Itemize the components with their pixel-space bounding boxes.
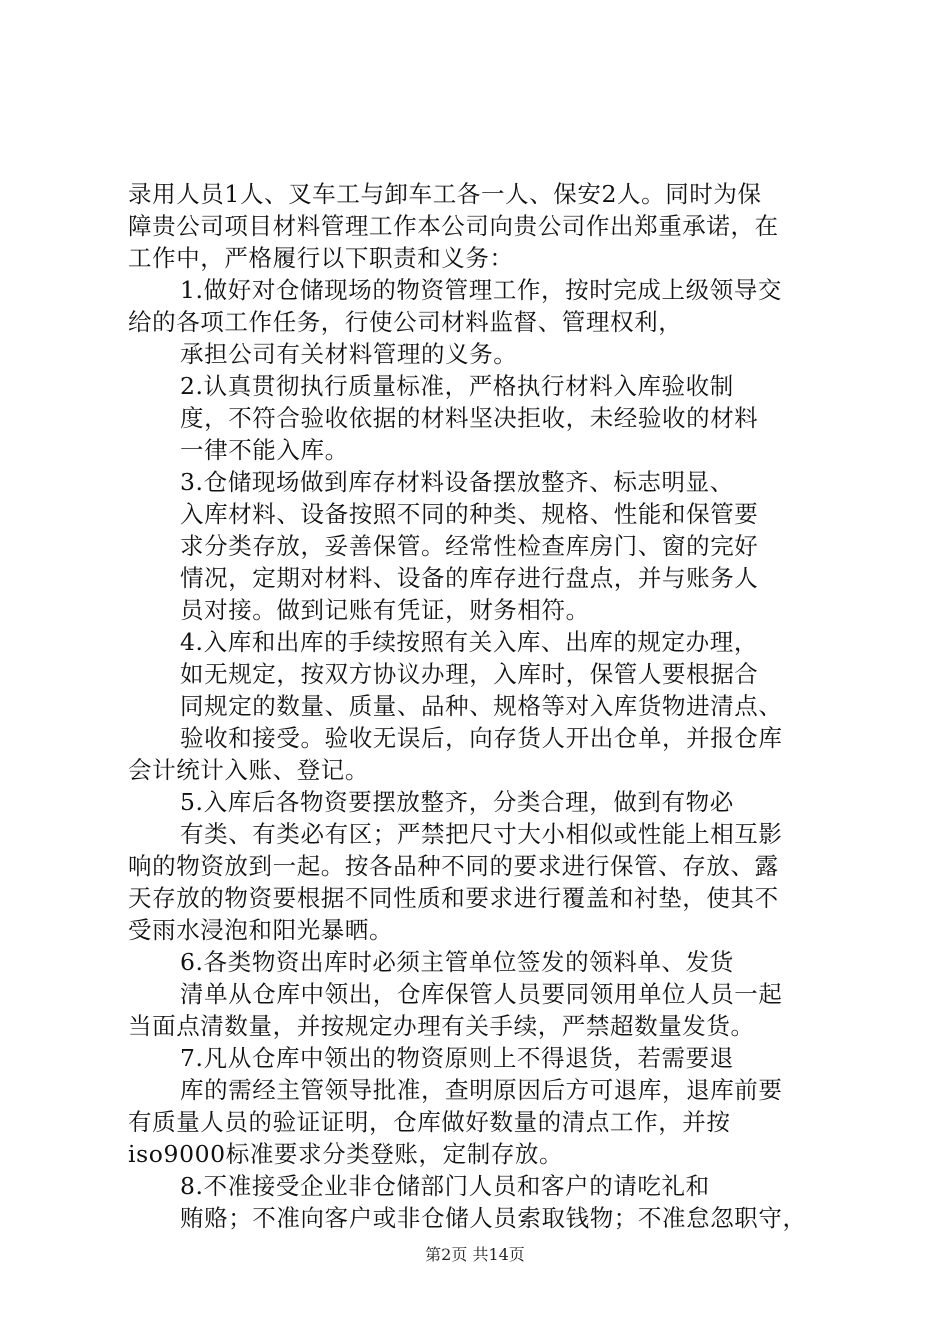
text-line: 度，不符合验收依据的材料坚决拒收，未经验收的材料 bbox=[180, 404, 759, 432]
text-line: 3.仓储现场做到库存材料设备摆放整齐、标志明显、 bbox=[180, 468, 734, 496]
text-line: 1.做好对仓储现场的物资管理工作，按时完成上级领导交 bbox=[180, 276, 783, 304]
text-line: 贿赂；不准向客户或非仓储人员索取钱物；不准怠忽职守， bbox=[180, 1204, 807, 1232]
text-line: 库的需经主管领导批准，查明原因后方可退库，退库前要 bbox=[180, 1076, 783, 1104]
text-line: 给的各项工作任务，行使公司材料监督、管理权利， bbox=[128, 308, 683, 336]
text-line: 如无规定，按双方协议办理，入库时，保管人要根据合 bbox=[180, 660, 759, 688]
text-line: 录用人员1人、叉车工与卸车工各一人、保安2人。同时为保 bbox=[128, 180, 762, 208]
text-line: 响的物资放到一起。按各品种不同的要求进行保管、存放、露 bbox=[128, 852, 779, 880]
text-line: 障贵公司项目材料管理工作本公司向贵公司作出郑重承诺，在 bbox=[128, 212, 779, 240]
text-line: 有质量人员的验证证明，仓库做好数量的清点工作，并按 bbox=[128, 1108, 731, 1136]
page-number: 第2页 共14页 bbox=[425, 1245, 525, 1264]
text-line: 承担公司有关材料管理的义务。 bbox=[180, 340, 518, 368]
text-line: 清单从仓库中领出，仓库保管人员要同领用单位人员一起 bbox=[180, 980, 783, 1008]
text-line: 工作中，严格履行以下职责和义务： bbox=[128, 244, 514, 272]
text-line: 一律不能入库。 bbox=[180, 436, 349, 464]
text-line: 会计统计入账、登记。 bbox=[128, 756, 369, 784]
text-line: 天存放的物资要根据不同性质和要求进行覆盖和衬垫，使其不 bbox=[128, 884, 779, 912]
text-line: 有类、有类必有区；严禁把尺寸大小相似或性能上相互影 bbox=[180, 820, 783, 848]
text-line: 情况，定期对材料、设备的库存进行盘点，并与账务人 bbox=[180, 564, 759, 592]
text-line: 受雨水浸泡和阳光暴晒。 bbox=[128, 916, 394, 944]
text-line: 验收和接受。验收无误后，向存货人开出仓单，并报仓库 bbox=[180, 724, 783, 752]
text-line: 2.认真贯彻执行质量标准，严格执行材料入库验收制 bbox=[180, 372, 734, 400]
text-line: 7.凡从仓库中领出的物资原则上不得退货，若需要退 bbox=[180, 1044, 734, 1072]
text-line: 5.入库后各物资要摆放整齐，分类合理，做到有物必 bbox=[180, 788, 734, 816]
text-line: 求分类存放，妥善保管。经常性检查库房门、窗的完好 bbox=[180, 532, 759, 560]
text-line: 员对接。做到记账有凭证，财务相符。 bbox=[180, 596, 590, 624]
text-line: 当面点清数量，并按规定办理有关手续，严禁超数量发货。 bbox=[128, 1012, 755, 1040]
text-line: iso9000标准要求分类登账，定制存放。 bbox=[128, 1140, 564, 1168]
text-line: 入库材料、设备按照不同的种类、规格、性能和保管要 bbox=[180, 500, 759, 528]
text-line: 同规定的数量、质量、品种、规格等对入库货物进清点、 bbox=[180, 692, 783, 720]
text-line: 8.不准接受企业非仓储部门人员和客户的请吃礼和 bbox=[180, 1172, 710, 1200]
text-line: 6.各类物资出库时必须主管单位签发的领料单、发货 bbox=[180, 948, 734, 976]
text-line: 4.入库和出库的手续按照有关入库、出库的规定办理， bbox=[180, 628, 758, 656]
